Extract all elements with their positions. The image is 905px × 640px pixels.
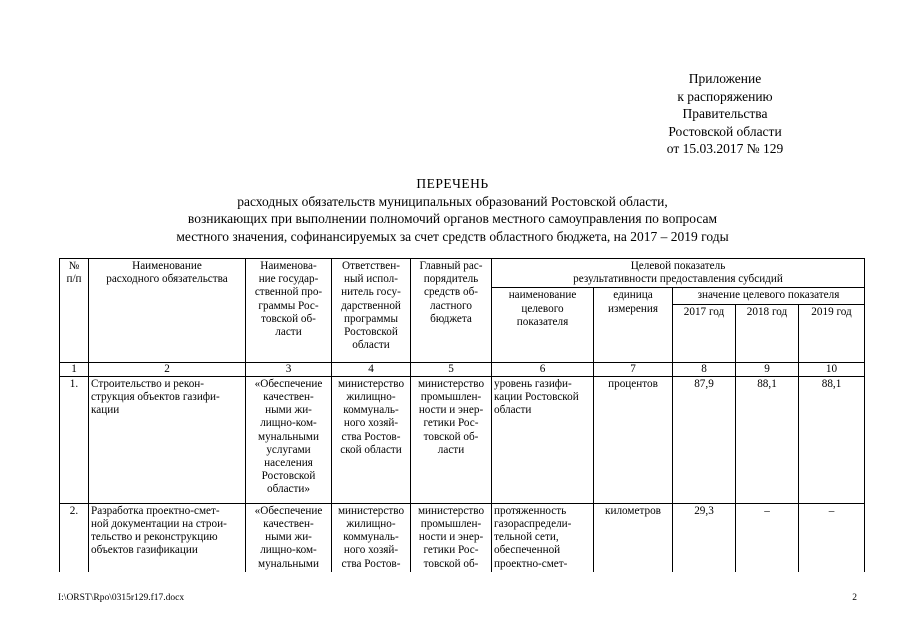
appendix-line: от 15.03.2017 № 129 xyxy=(666,141,784,156)
row-obligation: Строительство и рекон- струкция объектов газифи- кации xyxy=(89,376,246,503)
document-subtitle-line: возникающих при выполнении полномочий органов местного самоуправления по вопросам xyxy=(187,211,718,226)
document-title-block xyxy=(0,175,905,245)
row-program: «Обеспечение качествен- ными жи- лищно-ком- мунальными услугами населения Ростовской области» xyxy=(246,376,332,503)
document-subtitle-line: местного значения, софинансируемых за счет средств областного бюджета, на 2017 – 2019 годы xyxy=(176,228,729,244)
header-target-indicator: Целевой показатель результативности предоставления субсидий xyxy=(492,259,865,288)
footer-page-number: 2 xyxy=(852,593,857,603)
row-manager: министерство промышлен- ности и энер- гетики Рос- товской об- xyxy=(411,503,492,572)
row-obligation: Разработка проектно-смет- ной документации на строи- тельство и реконструкцию объектов газификации xyxy=(89,503,246,572)
column-number: 4 xyxy=(332,362,411,376)
row-unit: процентов xyxy=(594,376,673,503)
header-row xyxy=(60,259,865,288)
footer-file-path: I:\ORST\Rpo\0315r129.f17.docx xyxy=(58,593,185,603)
appendix-line: Приложение xyxy=(688,71,762,86)
header-program: Наименова- ние государ- ственной про- граммы Рос- товской об- ласти xyxy=(246,259,332,363)
row-executor: министерство жилищно- коммуналь- ного хозяй- ства Ростов- ской области xyxy=(332,376,411,503)
column-number: 7 xyxy=(594,362,673,376)
row-value-2019: 88,1 xyxy=(799,376,865,503)
row-indicator: уровень газифи- кации Ростовской области xyxy=(492,376,594,503)
row-value-2018: 88,1 xyxy=(736,376,799,503)
document-subtitle-line: расходных обязательств муниципальных образований Ростовской области, xyxy=(237,193,668,209)
row-value-2017: 29,3 xyxy=(673,503,736,572)
appendix-line: Ростовской области xyxy=(668,123,782,139)
row-executor: министерство жилищно- коммуналь- ного хозяй- ства Ростов- xyxy=(332,503,411,572)
row-value-2019: – xyxy=(799,503,865,572)
header-indicator-name: наименование целевого показателя xyxy=(492,288,594,362)
row-program: «Обеспечение качествен- ными жи- лищно-ком- мунальными xyxy=(246,503,332,572)
header-num: № п/п xyxy=(60,259,89,363)
header-year-2019: 2019 год xyxy=(799,304,865,362)
row-num: 1. xyxy=(60,376,89,503)
column-number: 8 xyxy=(673,362,736,376)
table-row xyxy=(60,503,865,572)
row-num: 2. xyxy=(60,503,89,572)
column-numbers-row xyxy=(60,362,865,376)
column-number: 1 xyxy=(60,362,89,376)
appendix-line: Правительства xyxy=(682,106,768,121)
appendix-line: к распоряжению xyxy=(677,88,773,104)
column-number: 3 xyxy=(246,362,332,376)
header-unit: единица измерения xyxy=(594,288,673,362)
header-year-2017: 2017 год xyxy=(673,304,736,362)
header-values-group: значение целевого показателя xyxy=(673,288,865,304)
row-value-2017: 87,9 xyxy=(673,376,736,503)
column-number: 9 xyxy=(736,362,799,376)
header-year-2018: 2018 год xyxy=(736,304,799,362)
column-number: 2 xyxy=(89,362,246,376)
header-obligation: Наименование расходного обязательства xyxy=(89,259,246,363)
appendix-block xyxy=(635,70,815,158)
header-manager: Главный рас- порядитель средств об- ластного бюджета xyxy=(411,259,492,363)
table-row xyxy=(60,376,865,503)
column-number: 6 xyxy=(492,362,594,376)
column-number: 5 xyxy=(411,362,492,376)
column-number: 10 xyxy=(799,362,865,376)
document-title: ПЕРЕЧЕНЬ xyxy=(416,176,489,191)
obligations-table xyxy=(59,258,865,572)
row-unit: километров xyxy=(594,503,673,572)
row-manager: министерство промышлен- ности и энер- гетики Рос- товской об- ласти xyxy=(411,376,492,503)
header-executor: Ответствен- ный испол- нитель госу- дарственной программы Ростовской области xyxy=(332,259,411,363)
row-indicator: протяженность газораспредели- тельной сети, обеспеченной проектно-смет- xyxy=(492,503,594,572)
row-value-2018: – xyxy=(736,503,799,572)
